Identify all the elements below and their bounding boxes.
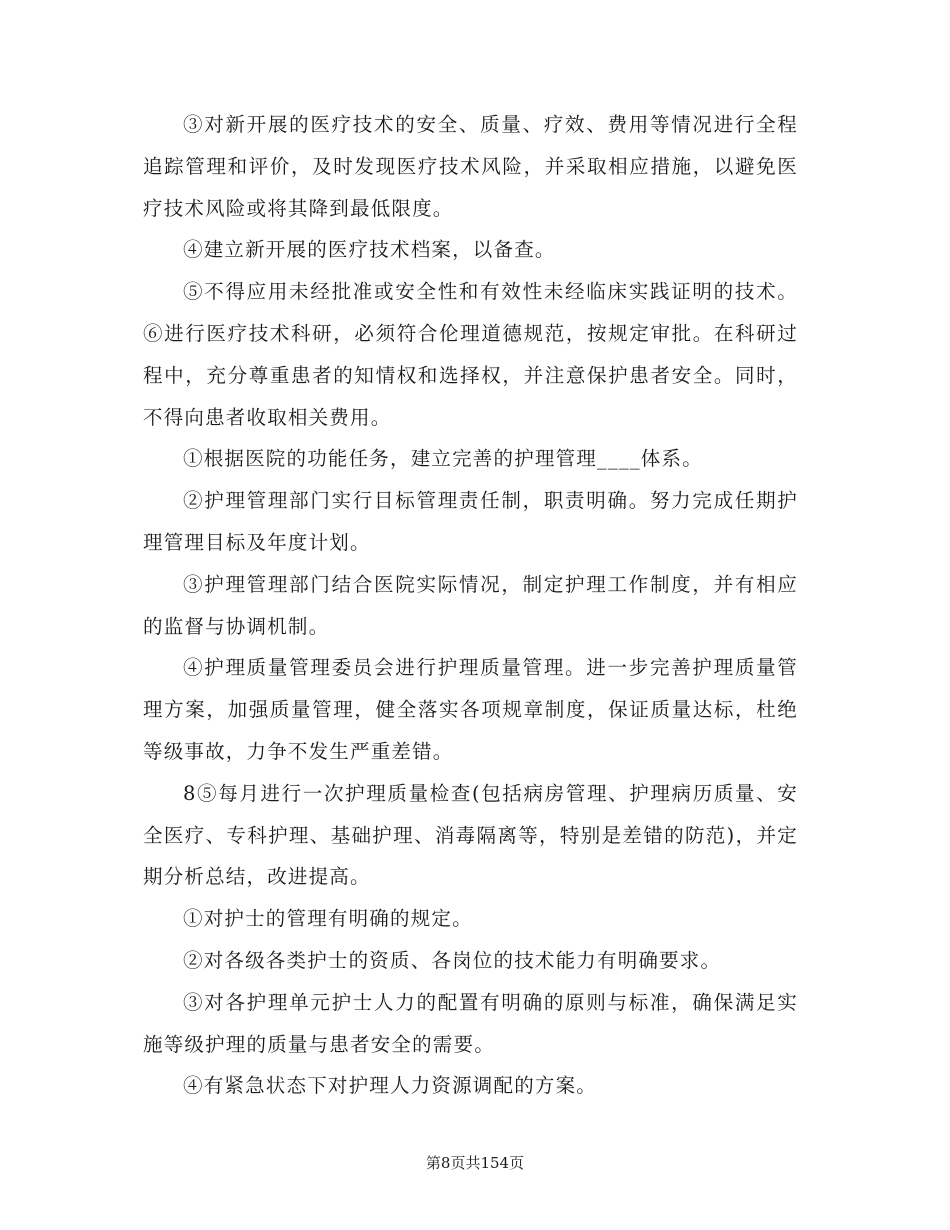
paragraph: 8⑤每月进行一次护理质量检查(包括病房管理、护理病历质量、安全医疗、专科护理、基础护理、消毒隔离等，特别是差错的防范)，并定期分析总结，改进提高。 <box>143 781 798 889</box>
paragraph: ①根据医院的功能任务，建立完善的护理管理____体系。 <box>183 447 703 471</box>
paragraph: ③对新开展的医疗技术的安全、质量、疗效、费用等情况进行全程追踪管理和评价，及时发现医疗技术风险，并采取相应措施，以避免医疗技术风险或将其降到最低限度。 <box>143 113 798 220</box>
page-number: 第8页共154页 <box>425 1154 525 1172</box>
paragraph: ②护理管理部门实行目标管理责任制，职责明确。努力完成任期护理管理目标及年度计划。 <box>143 489 798 554</box>
paragraph: ②对各级各类护士的资质、各岗位的技术能力有明确要求。 <box>183 948 722 972</box>
paragraph: ④有紧急状态下对护理人力资源调配的方案。 <box>183 1074 598 1098</box>
paragraph: ③护理管理部门结合医院实际情况，制定护理工作制度，并有相应的监督与协调机制。 <box>143 572 798 638</box>
paragraph: ①对护士的管理有明确的规定。 <box>183 907 473 931</box>
document-body <box>143 104 798 1107</box>
paragraph: ③对各护理单元护士人力的配置有明确的原则与标准，确保满足实施等级护理的质量与患者安全的需要。 <box>143 990 798 1056</box>
paragraph: ④护理质量管理委员会进行护理质量管理。进一步完善护理质量管理方案，加强质量管理，健全落实各项规章制度，保证质量达标，杜绝等级事故，力争不发生严重差错。 <box>143 656 798 763</box>
paragraph: ④建立新开展的医疗技术档案，以备查。 <box>183 238 556 262</box>
paragraph: ⑤不得应用未经批准或安全性和有效性未经临床实践证明的技术。⑥进行医疗技术科研，必须符合伦理道德规范，按规定审批。在科研过程中，充分尊重患者的知情权和选择权，并注意保护患者安全。同时，不得向患者收取相关费用。 <box>143 280 798 429</box>
